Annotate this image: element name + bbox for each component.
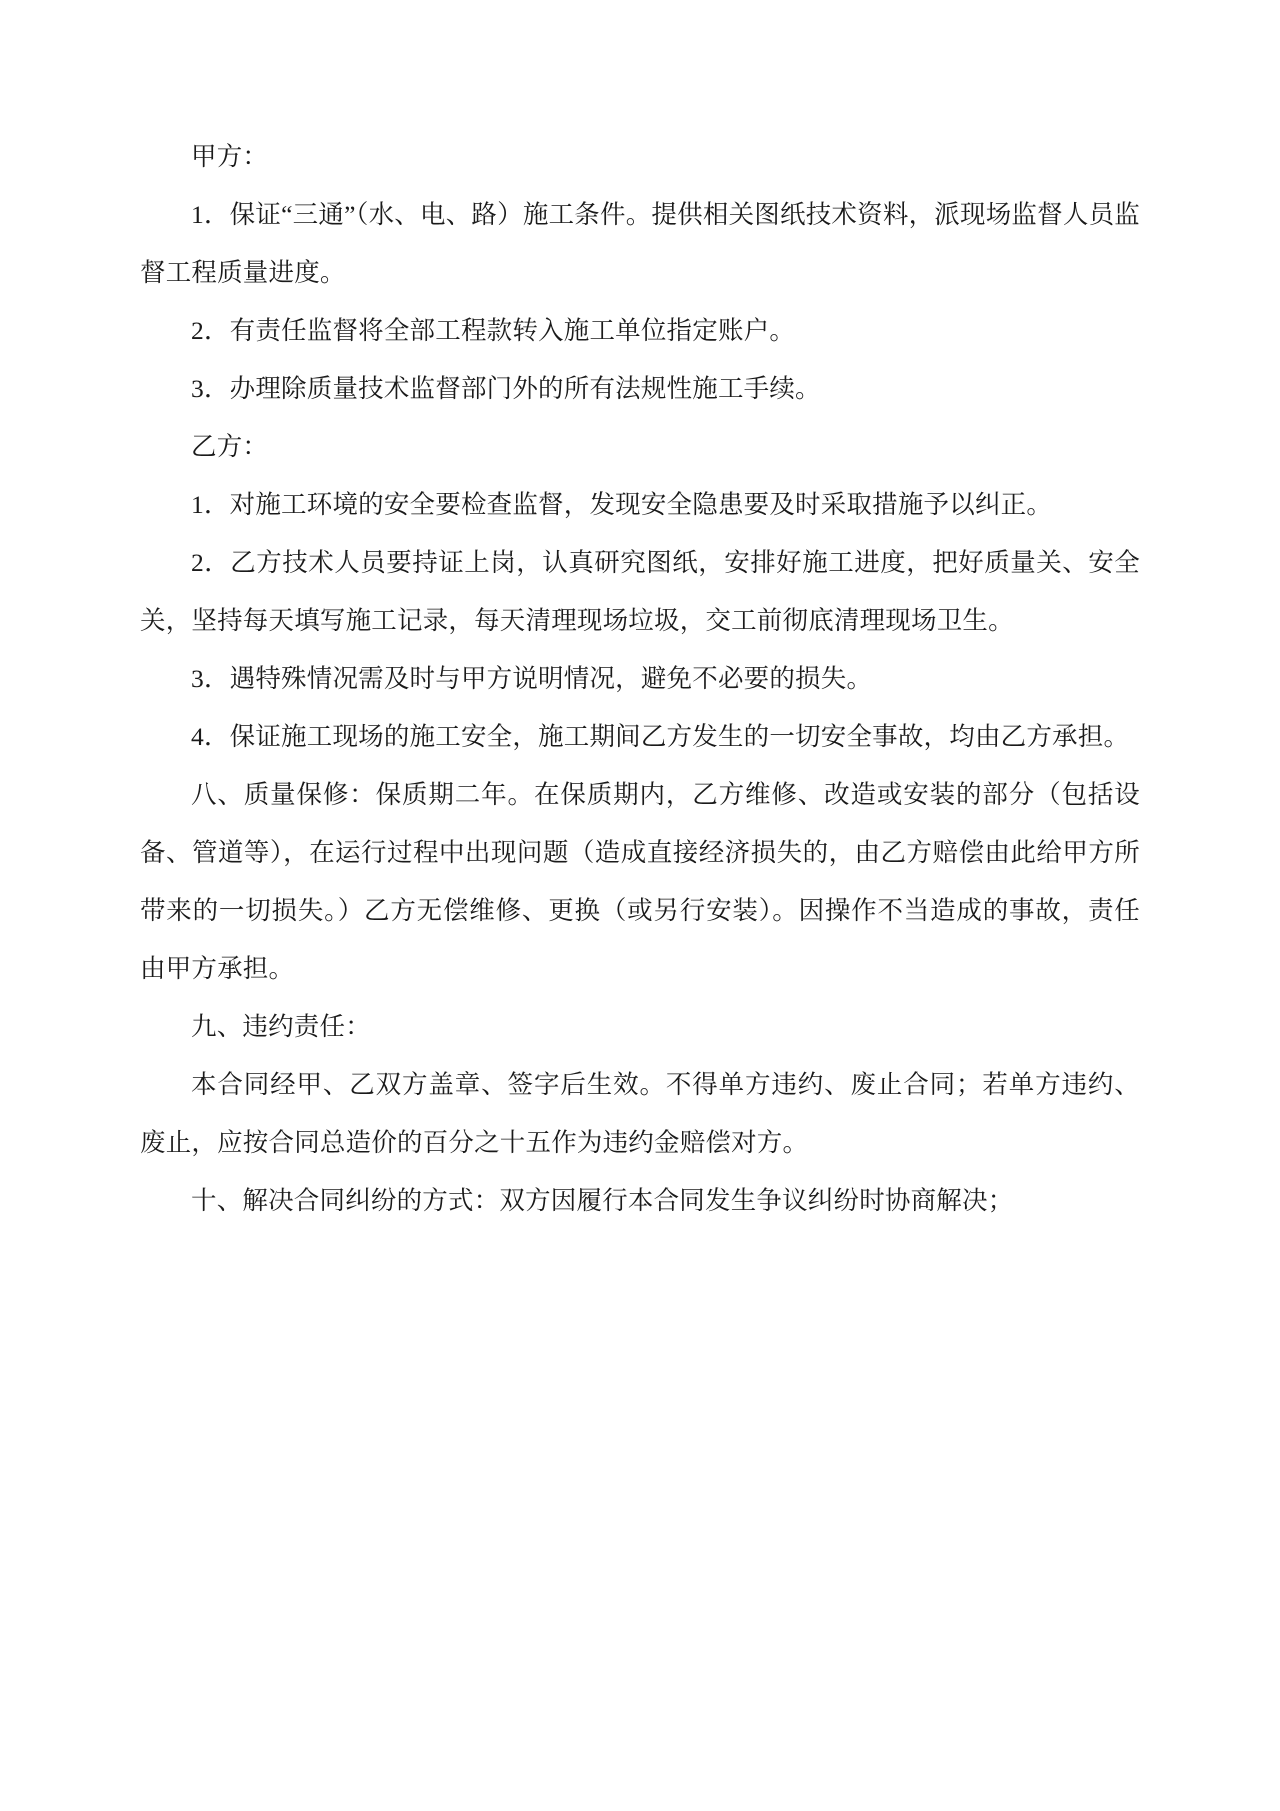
article-9-breach-liability-body: 本合同经甲、乙双方盖章、签字后生效。不得单方违约、废止合同；若单方违约、废止，应按合同总造价的百分之十五作为违约金赔偿对方。 [140,1070,1140,1157]
party-a-item-2: 2．有责任监督将全部工程款转入施工单位指定账户。 [191,316,796,345]
party-b-item-3: 3．遇特殊情况需及时与甲方说明情况，避免不必要的损失。 [191,664,873,693]
party-a-item-1: 1．保证“三通”（水、电、路）施工条件。提供相关图纸技术资料，派现场监督人员监督工程质量进度。 [140,200,1140,287]
document-body [140,128,1140,1230]
party-b-heading: 乙方： [191,432,269,461]
article-10-dispute-resolution: 十、解决合同纠纷的方式：双方因履行本合同发生争议纠纷时协商解决； [191,1186,1014,1215]
party-a-item-3: 3．办理除质量技术监督部门外的所有法规性施工手续。 [191,374,821,403]
party-b-item-4: 4．保证施工现场的施工安全，施工期间乙方发生的一切安全事故，均由乙方承担。 [191,722,1130,751]
party-b-item-1: 1．对施工环境的安全要检查监督，发现安全隐患要及时采取措施予以纠正。 [191,490,1053,519]
party-b-item-2: 2．乙方技术人员要持证上岗，认真研究图纸，安排好施工进度，把好质量关、安全关，坚持每天填写施工记录，每天清理现场垃圾，交工前彻底清理现场卫生。 [140,548,1140,635]
article-8-quality-warranty: 八、质量保修：保质期二年。在保质期内，乙方维修、改造或安装的部分（包括设备、管道等），在运行过程中出现问题（造成直接经济损失的，由乙方赔偿由此给甲方所带来的一切损失。）乙方无偿维修、更换（或另行安装）。因操作不当造成的事故，责任由甲方承担。 [140,780,1140,983]
party-a-heading: 甲方： [191,142,269,171]
article-9-breach-liability-heading: 九、违约责任： [191,1012,371,1041]
